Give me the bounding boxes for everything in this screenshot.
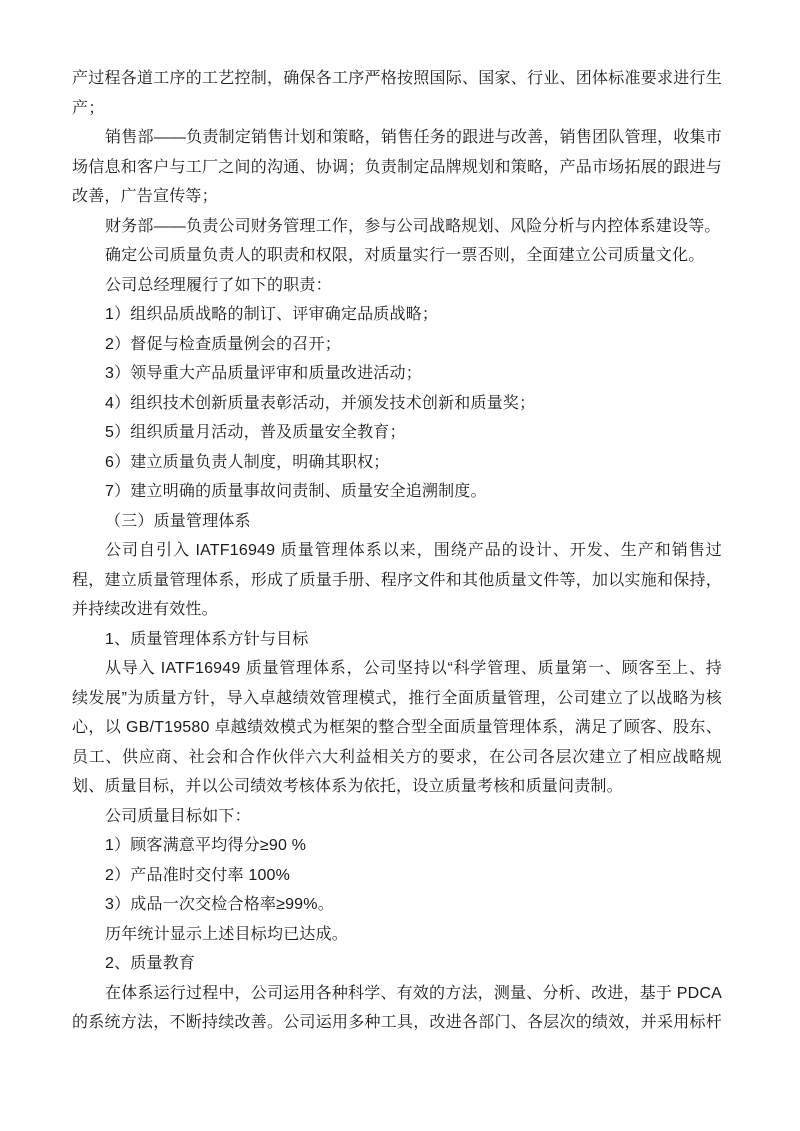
body-line: 产；	[72, 99, 105, 117]
list-item-duty: 1）组织品质战略的制订、评审确定品质战略；	[105, 306, 439, 323]
body-line: 公司自引入 IATF16949 质量管理体系以来，围绕产品的设计、开发、生产和销售过	[105, 542, 722, 559]
subsection-heading: 1、质量管理体系方针与目标	[105, 630, 309, 648]
body-line: 续发展”为质量方针，导入卓越绩效管理模式，推行全面质量管理，公司建立了以战略为核	[72, 689, 722, 707]
document-text-block	[72, 64, 722, 1038]
body-line: 确定公司质量负责人的职责和权限，对质量实行一票否则，全面建立公司质量文化。	[105, 247, 705, 264]
body-line: 程，建立质量管理体系，形成了质量手册、程序文件和其他质量文件等，加以实施和保持，	[72, 571, 722, 589]
section-heading: （三）质量管理体系	[105, 512, 251, 530]
body-line: 的系统方法，不断持续改善。公司运用多种工具，改进各部门、各层次的绩效，并采用标杆	[72, 1014, 722, 1031]
body-line: 销售部——负责制定销售计划和策略，销售任务的跟进与改善，销售团队管理，收集市	[105, 129, 722, 146]
body-line: 从导入 IATF16949 质量管理体系，公司坚持以“科学管理、质量第一、顾客至上、持	[105, 660, 722, 677]
body-line: 划、质量目标，并以公司绩效考核体系为依托，设立质量考核和质量问责制。	[72, 778, 623, 795]
body-line: 产过程各道工序的工艺控制，确保各工序严格按照国际、国家、行业、团体标准要求进行生	[72, 70, 722, 87]
body-line: 历年统计显示上述目标均已达成。	[105, 925, 349, 943]
list-item-quality-goal: 1）顾客满意平均得分≥90 %	[105, 837, 307, 854]
body-line: 在体系运行过程中，公司运用各种科学、有效的方法，测量、分析、改进，基于 PDCA	[105, 984, 722, 1002]
list-item-duty: 7）建立明确的质量事故问责制、质量安全追溯制度。	[105, 483, 487, 500]
list-item-duty: 4）组织技术创新质量表彰活动，并颁发技术创新和质量奖；	[105, 394, 536, 412]
list-item-quality-goal: 3）成品一次交检合格率≥99%。	[105, 896, 334, 913]
list-item-quality-goal: 2）产品准时交付率 100%	[105, 866, 291, 884]
body-line: 改善，广告宣传等；	[72, 188, 218, 205]
body-line: 心，以 GB/T19580 卓越绩效模式为框架的整合型全面质量管理体系，满足了顾客、股东、	[72, 719, 722, 736]
body-line: 公司总经理履行了如下的职责：	[105, 276, 332, 294]
list-item-duty: 3）领导重大产品质量评审和质量改进活动；	[105, 365, 422, 382]
body-line: 财务部——负责公司财务管理工作，参与公司战略规划、风险分析与内控体系建设等。	[105, 217, 721, 235]
list-item-duty: 5）组织质量月活动，普及质量安全教育；	[105, 424, 406, 441]
subsection-heading: 2、质量教育	[105, 955, 196, 972]
body-line: 场信息和客户与工厂之间的沟通、协调；负责制定品牌规划和策略，产品市场拓展的跟进与	[72, 158, 722, 176]
list-item-duty: 2）督促与检查质量例会的召开；	[105, 335, 341, 353]
body-line: 并持续改进有效性。	[72, 601, 218, 618]
body-line: 员工、供应商、社会和合作伙伴六大利益相关方的要求，在公司各层次建立了相应战略规	[72, 748, 722, 766]
body-line: 公司质量目标如下：	[105, 807, 251, 825]
list-item-duty: 6）建立质量负责人制度，明确其职权；	[105, 453, 390, 471]
